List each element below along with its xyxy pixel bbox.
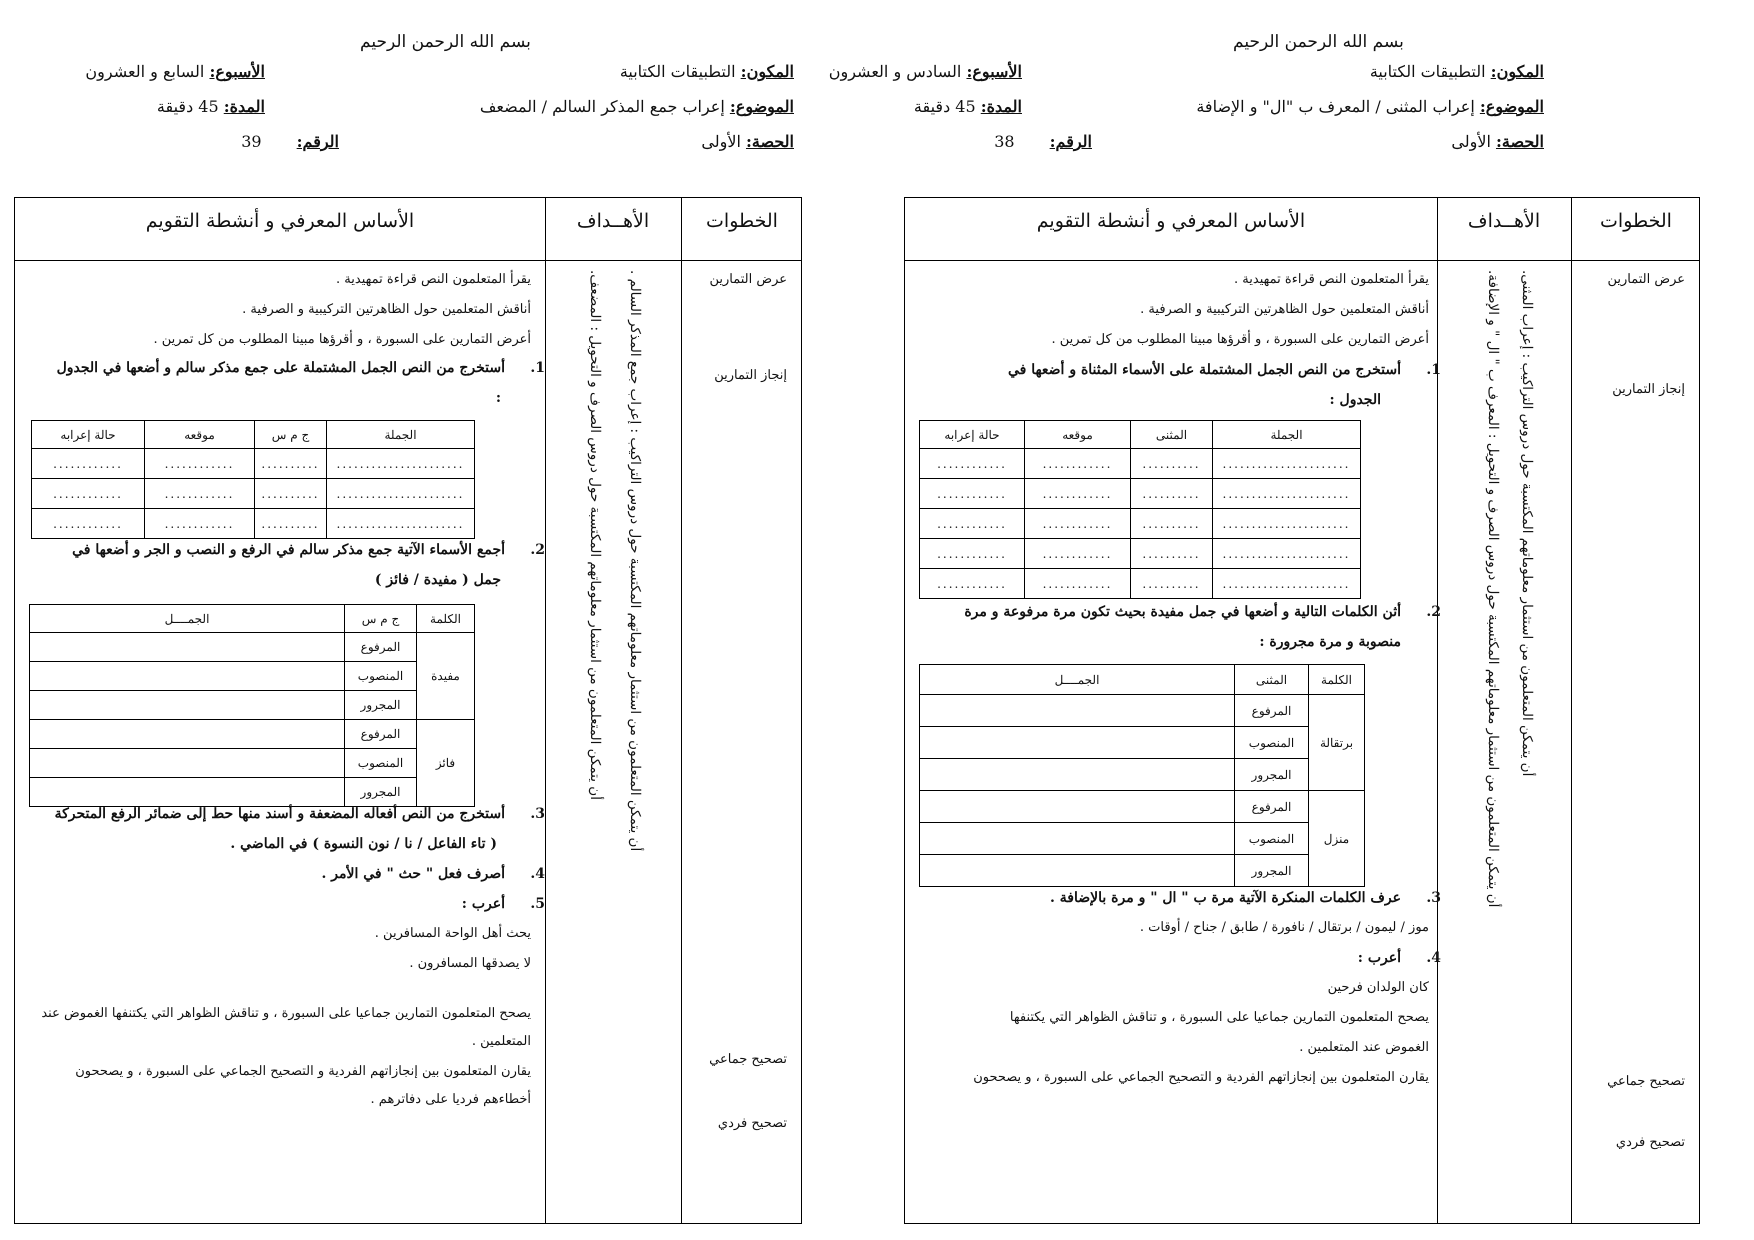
th-position: موقعه (145, 421, 255, 449)
component-field: المكون: التطبيقات الكتابية (619, 62, 794, 81)
group-correction-text-cont: الغموض عند المتعلمين . (1299, 1040, 1429, 1055)
bismillah: بسم الله الرحمن الرحيم (360, 32, 531, 52)
exercise-4-sentence: كان الولدان فرحين (1327, 980, 1429, 995)
exercise-number: 2. (1426, 604, 1441, 620)
objective-2: أن يتمكن المتعلمون من استثمار معلوماتهم المكتسبة حول دروس الصرف و التحويل : المعرف ب " ال " و الإضافة. (1485, 270, 1501, 908)
exercise-number: 5. (530, 896, 545, 912)
week-field: الأسبوع: السابع و العشرون (85, 62, 265, 81)
th-position: موقعه (1025, 421, 1131, 449)
exercise-number: 3. (530, 806, 545, 822)
step-label: تصحيح جماعي (1607, 1074, 1685, 1089)
subject-field: الموضوع: إعراب المثنى / المعرف ب "ال" و الإضافة (1196, 97, 1544, 116)
exercise-3-text: أستخرج من النص أفعاله المضعفة و أسند منها حط إلى ضمائر الرفع المتحركة (54, 806, 505, 822)
col-knowledge-header: الأساس المعرفي و أنشطة التقويم (145, 210, 415, 232)
intro-line: يقرأ المتعلمون النص قراءة تمهيدية . (336, 272, 531, 287)
exercise-5-sentence: يحث أهل الواحة المسافرين . (374, 926, 531, 941)
th-sentence: الجملة (327, 421, 475, 449)
intro-line: يقرأ المتعلمون النص قراءة تمهيدية . (1234, 272, 1429, 287)
exercise-number: 2. (530, 542, 545, 558)
exercise-1-table (31, 420, 475, 539)
number-field: الرقم: 38 (994, 132, 1092, 151)
exercise-2-text-cont: جمل ( مفيدة / فائز ) (374, 572, 501, 588)
objective-1: أن يتمكن المتعلمون من استثمار معلوماتهم المكتسبة حول دروس التراكيب : إعراب جمع المذكر السالم . (627, 270, 643, 852)
week-field: الأسبوع: السادس و العشرون (828, 62, 1022, 81)
word-cell: برتقالة (1309, 695, 1365, 791)
objective-2: أن يتمكن المتعلمون من استثمار معلوماتهم المكتسبة حول دروس الصرف و التحويل : المضعف. (587, 270, 603, 800)
lesson-table (14, 197, 802, 1224)
exercise-2-table: الكلمة ج م س الجمــــل مفيدة المرفوع المنصوب المجرور فائز المرفوع المنصوب المجرور (29, 604, 475, 807)
component-field: المكون: التطبيقات الكتابية (1369, 62, 1544, 81)
exercise-number: 4. (1426, 950, 1441, 966)
group-correction-text-cont: المتعلمين . (471, 1034, 531, 1049)
exercise-1-text: أستخرج من النص الجمل المشتملة على جمع مذكر سالم و أضعها في الجدول (56, 360, 505, 376)
exercise-number: 1. (530, 360, 545, 376)
exercise-4-text: أعرب : (1357, 950, 1401, 966)
step-label: عرض التمارين (1607, 272, 1685, 287)
exercise-1-text-cont: : (495, 390, 501, 406)
th-word: الكلمة (417, 605, 475, 633)
word-cell: مفيدة (417, 633, 475, 720)
table-row: ...................... .......... ............ ............ (32, 479, 475, 509)
col-steps-header: الخطوات (1600, 210, 1672, 232)
exercise-1-text: أستخرج من النص الجمل المشتملة على الأسماء المثناة و أضعها في (1007, 362, 1401, 378)
word-cell: منزل (1309, 791, 1365, 887)
table-row: ...................... .......... ............ ............ (920, 539, 1361, 569)
intro-line: أناقش المتعلمين حول الظاهرتين التركيبية و الصرفية . (1140, 302, 1429, 317)
th-case: حالة إعرابه (920, 421, 1025, 449)
th-plural: ج م س (255, 421, 327, 449)
step-label: تصحيح جماعي (709, 1052, 787, 1067)
lesson-page-38 (828, 0, 1754, 1240)
table-row: ...................... .......... ............ ............ (920, 479, 1361, 509)
number-field: الرقم: 39 (241, 132, 339, 151)
exercise-2-text: أثن الكلمات التالية و أضعها في جمل مفيدة بحيث تكون مرة مرفوعة و مرة (964, 604, 1401, 620)
intro-line: أعرض التمارين على السبورة ، و أقرؤها مبينا المطلوب من كل تمرين . (153, 332, 531, 347)
individual-correction-text: يقارن المتعلمون بين إنجازاتهم الفردية و التصحيح الجماعي على السبورة ، و يصححون (973, 1070, 1429, 1085)
individual-correction-text-cont: أخطاءهم فرديا على دفاترهم . (370, 1092, 531, 1107)
table-row: ...................... .......... ............ ............ (920, 509, 1361, 539)
step-label: إنجاز التمارين (1612, 382, 1685, 397)
th-sentences: الجمــــل (30, 605, 345, 633)
step-label: تصحيح فردي (1615, 1135, 1685, 1150)
col-objectives-header: الأهــداف (1467, 210, 1541, 232)
group-correction-text: يصحح المتعلمون التمارين جماعيا على السبورة ، و تناقش الظواهر التي يكتنفها الغموض عند (41, 1006, 531, 1021)
bismillah: بسم الله الرحمن الرحيم (1233, 32, 1404, 52)
exercise-5-text: أعرب : (461, 896, 505, 912)
table-row: ...................... .......... ............ ............ (32, 509, 475, 539)
exercise-number: 4. (530, 866, 545, 882)
word-cell: فائز (417, 720, 475, 807)
col-steps-header: الخطوات (706, 210, 778, 232)
col-objectives-header: الأهــداف (576, 210, 650, 232)
session-field: الحصة: الأولى (701, 132, 794, 151)
objective-1: أن يتمكن المتعلمون من استثمار معلوماتهم المكتسبة حول دروس التراكيب : إعراب المثنى. (1519, 270, 1535, 777)
intro-line: أعرض التمارين على السبورة ، و أقرؤها مبينا المطلوب من كل تمرين . (1051, 332, 1429, 347)
table-row: ...................... .......... ............ ............ (32, 449, 475, 479)
exercise-4-text: أصرف فعل " حث " في الأمر . (321, 866, 505, 882)
exercise-1-table (919, 420, 1361, 599)
individual-correction-text: يقارن المتعلمون بين إنجازاتهم الفردية و التصحيح الجماعي على السبورة ، و يصححون (75, 1064, 531, 1079)
exercise-2-table: الكلمة المثنى الجمــــل برتقالة المرفوع المنصوب المجرور منزل المرفوع المنصوب المجرور (919, 664, 1365, 887)
step-label: عرض التمارين (709, 272, 787, 287)
th-case: حالة إعرابه (32, 421, 145, 449)
col-knowledge-header: الأساس المعرفي و أنشطة التقويم (1036, 210, 1306, 232)
lesson-table (904, 197, 1700, 1224)
duration-field: المدة: 45 دقيقة (913, 97, 1022, 116)
exercise-2-text-cont: منصوبة و مرة مجرورة : (1259, 634, 1401, 650)
exercise-3-text: عرف الكلمات المنكرة الآتية مرة ب " ال " و مرة بالإضافة . (1050, 890, 1401, 906)
exercise-number: 3. (1426, 890, 1441, 906)
th-word: الكلمة (1309, 665, 1365, 695)
table-row: ...................... .......... ............ ............ (920, 569, 1361, 599)
exercise-2-text: أجمع الأسماء الآتية جمع مذكر سالم في الرفع و النصب و الجر و أضعها في (72, 542, 505, 558)
step-label: إنجاز التمارين (714, 368, 787, 383)
group-correction-text: يصحح المتعلمون التمارين جماعيا على السبورة ، و تناقش الظواهر التي يكتنفها (1009, 1010, 1429, 1025)
exercise-number: 1. (1426, 362, 1441, 378)
exercise-5-sentence: لا يصدقها المسافرون . (409, 956, 531, 971)
session-field: الحصة: الأولى (1451, 132, 1544, 151)
exercise-3-words: موز / ليمون / برتقال / نافورة / طابق / جناح / أوقات . (1139, 920, 1429, 935)
th-sentence: الجملة (1213, 421, 1361, 449)
step-label: تصحيح فردي (717, 1116, 787, 1131)
table-row: ...................... .......... ............ ............ (920, 449, 1361, 479)
th-dual: المثنى (1131, 421, 1213, 449)
th-sentences: الجمــــل (920, 665, 1235, 695)
exercise-3-text-cont: ( تاء الفاعل / نا / نون النسوة ) في الماضي . (230, 836, 497, 852)
th-plural: ج م س (345, 605, 417, 633)
th-dual: المثنى (1235, 665, 1309, 695)
duration-field: المدة: 45 دقيقة (156, 97, 265, 116)
exercise-1-text-cont: الجدول : (1329, 392, 1381, 408)
subject-field: الموضوع: إعراب جمع المذكر السالم / المضعف (479, 97, 794, 116)
intro-line: أناقش المتعلمين حول الظاهرتين التركيبية و الصرفية . (242, 302, 531, 317)
